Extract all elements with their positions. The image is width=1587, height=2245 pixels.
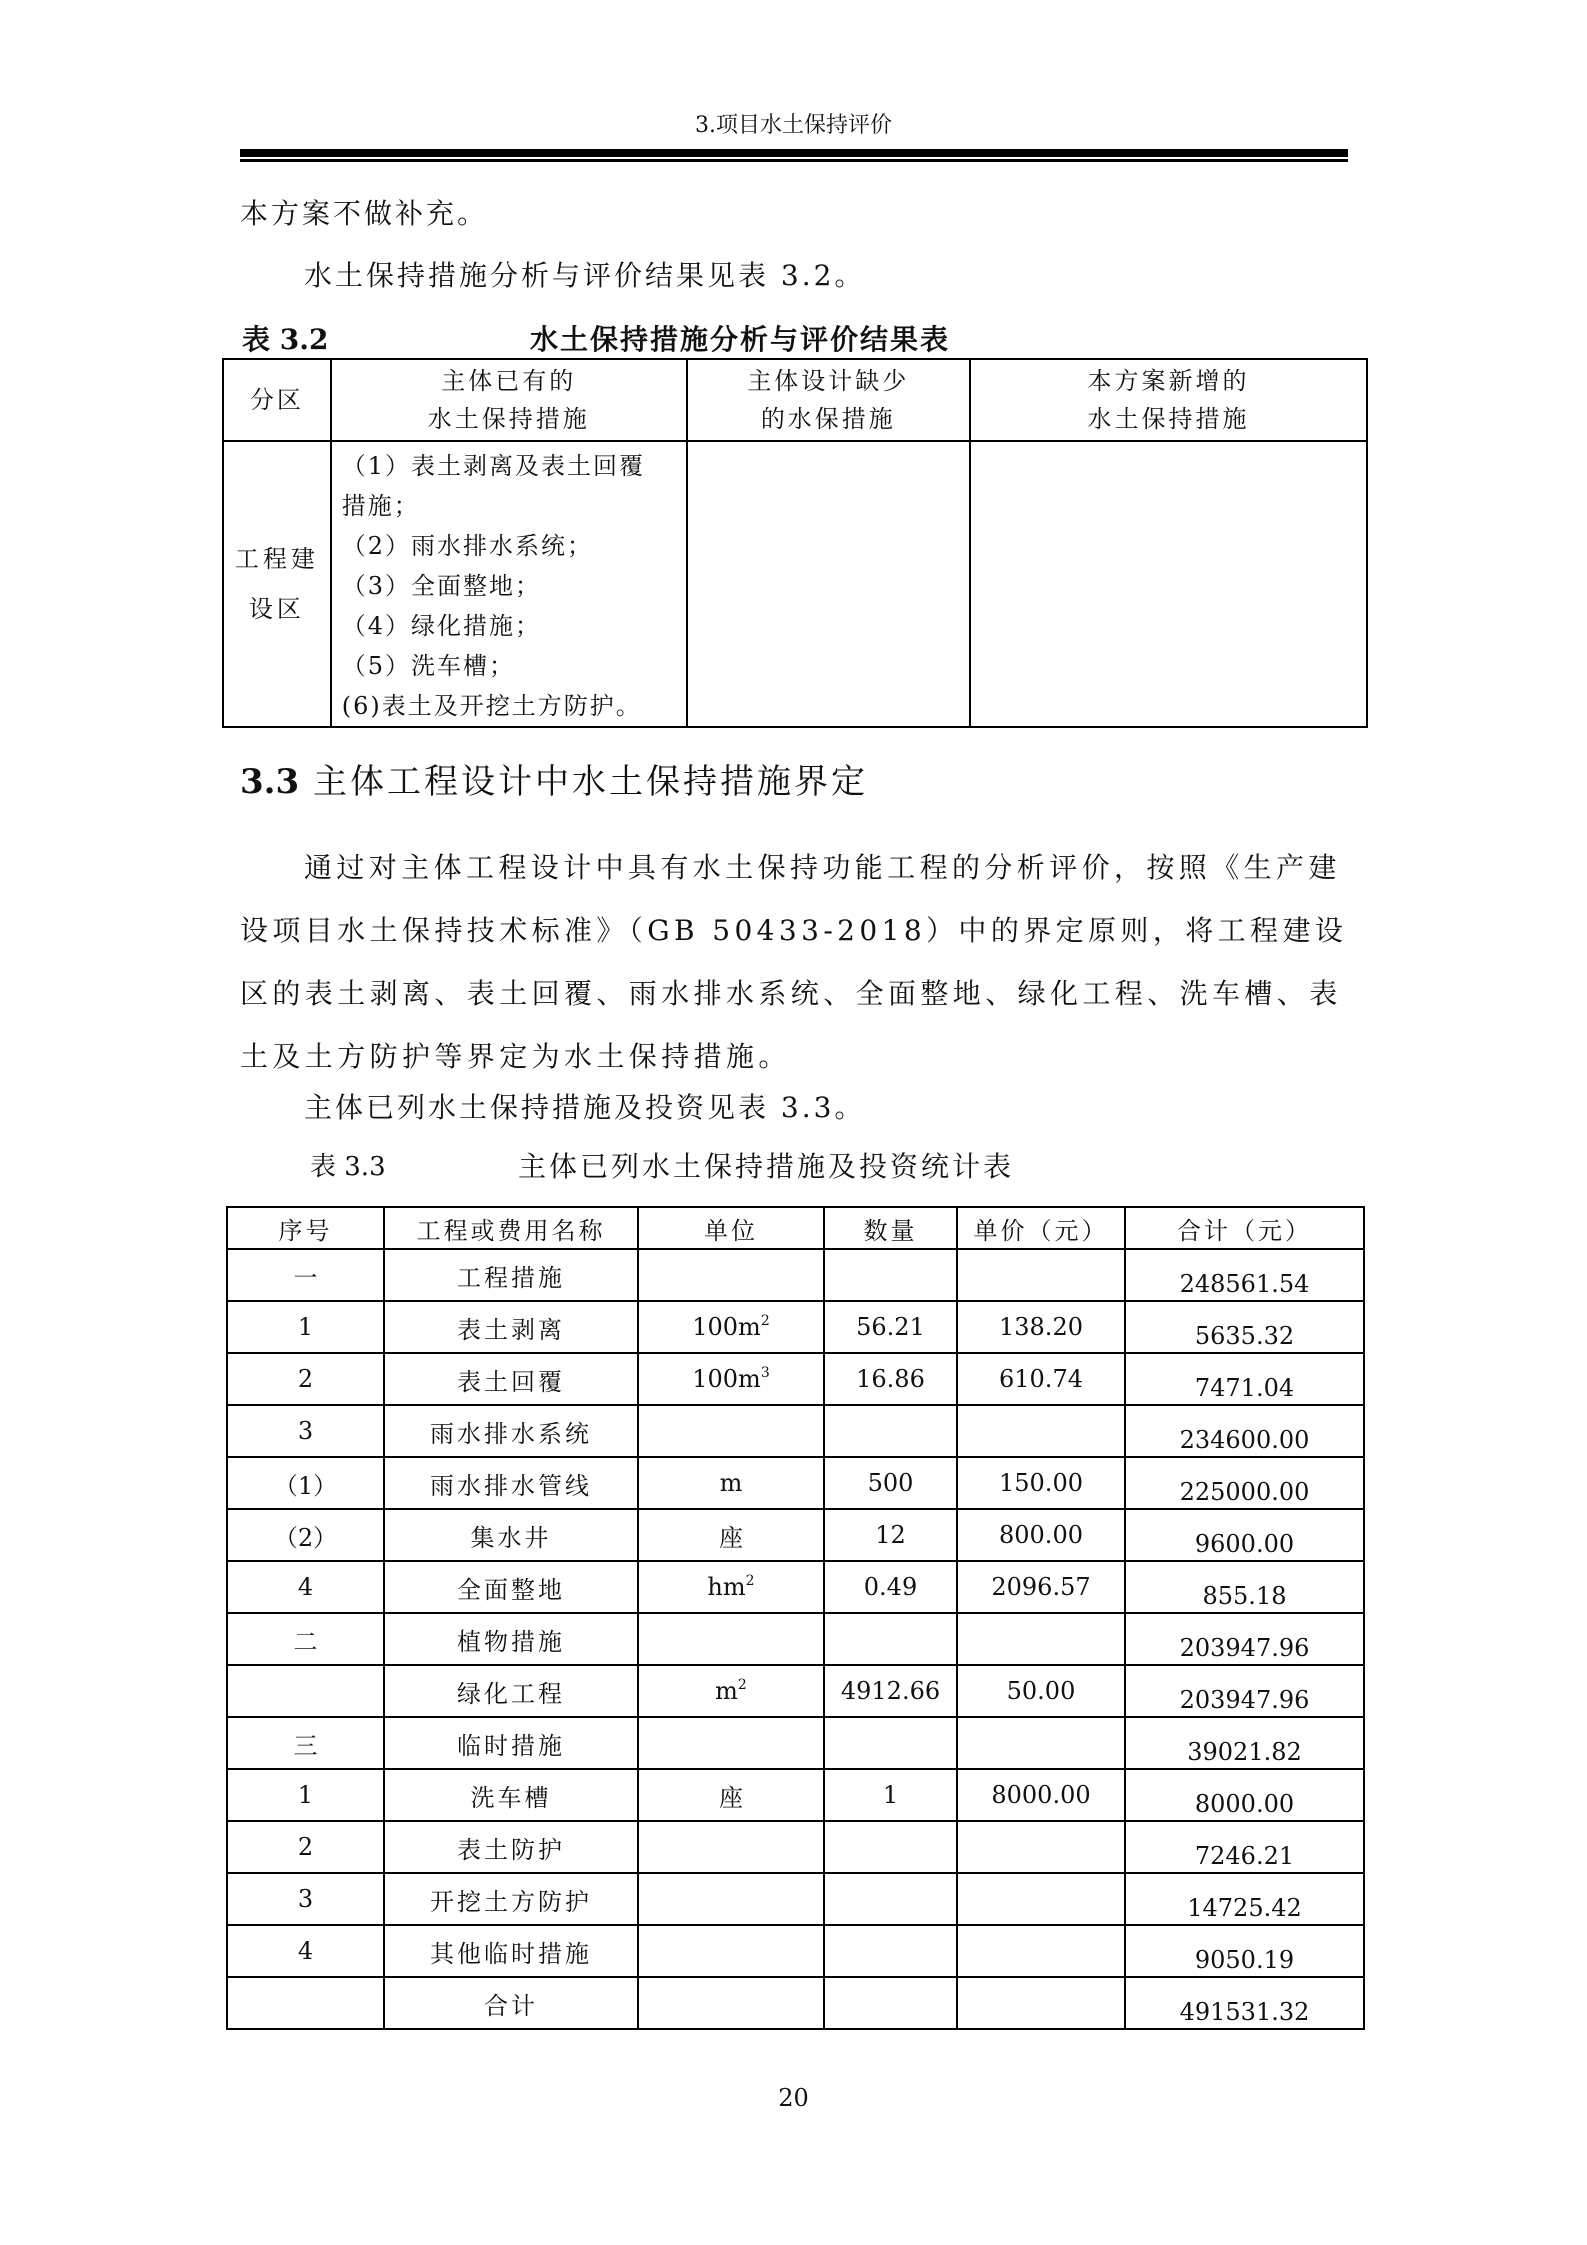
quantity-cell: 4912.66: [824, 1665, 957, 1717]
table-header-row: [227, 1207, 1364, 1249]
unit-cell: [638, 1769, 824, 1821]
item-name-cell: 雨水排水管线: [384, 1457, 638, 1509]
header-line: 主体已有的: [441, 367, 577, 395]
total-cell: 14725.42: [1125, 1873, 1364, 1925]
seq-no-cell: 2: [227, 1353, 384, 1405]
zone-cell: [223, 441, 331, 727]
quantity-cell: [824, 1613, 957, 1665]
item-name-cell: 表土剥离: [384, 1301, 638, 1353]
seq-no-cell: 4: [227, 1925, 384, 1977]
unit-text: 座: [719, 1783, 743, 1812]
total-cell: 9600.00: [1125, 1509, 1364, 1561]
paragraph-no-supplement: 本方案不做补充。: [240, 197, 489, 230]
header-thick-rule: [240, 149, 1348, 157]
unit-text: m: [719, 1469, 743, 1497]
seq-no-cell: 1: [227, 1769, 384, 1821]
seq-no-cell: （1）: [227, 1457, 384, 1509]
table-row: [223, 441, 1367, 727]
unit-cell: [638, 1509, 824, 1561]
quantity-cell: 500: [824, 1457, 957, 1509]
unit-price-cell: [957, 1977, 1125, 2029]
running-header-title: 3.项目水土保持评价: [695, 113, 892, 138]
unit-price-cell: 138.20: [957, 1301, 1125, 1353]
total-cell: 491531.32: [1125, 1977, 1364, 2029]
seq-no-cell: （2）: [227, 1509, 384, 1561]
total-cell: 7471.04: [1125, 1353, 1364, 1405]
header-quantity: 数量: [824, 1207, 957, 1249]
quantity-cell: 16.86: [824, 1353, 957, 1405]
unit-exponent: 3: [760, 1365, 770, 1381]
total-cell: 855.18: [1125, 1561, 1364, 1613]
quantity-cell: [824, 1249, 957, 1301]
item-name-cell: 集水井: [384, 1509, 638, 1561]
table-row: [227, 1405, 1364, 1457]
quantity-cell: [824, 1821, 957, 1873]
total-cell: 9050.19: [1125, 1925, 1364, 1977]
measure-item: （3）全面整地；: [341, 572, 542, 600]
header-total: 合计（元）: [1125, 1207, 1364, 1249]
unit-price-cell: 8000.00: [957, 1769, 1125, 1821]
unit-exponent: 2: [745, 1573, 755, 1589]
unit-price-cell: 150.00: [957, 1457, 1125, 1509]
unit-cell: [638, 1457, 824, 1509]
lacking-measures-cell: [687, 441, 970, 727]
item-name-cell: 表土回覆: [384, 1353, 638, 1405]
header-unit-price: 单价（元）: [957, 1207, 1125, 1249]
quantity-cell: [824, 1717, 957, 1769]
paragraph-definition: 通过对主体工程设计中具有水土保持功能工程的分析评价，按照《生产建设项目水土保持技术标准》（GB 50433-2018）中的界定原则，将工程建设区的表土剥离、表土回覆、雨水排水系统、全面整地、绿化工程、洗车槽、表土及土方防护等界定为水土保持措施。: [240, 851, 1348, 1073]
unit-price-cell: [957, 1925, 1125, 1977]
table-header-row: [223, 359, 1367, 441]
unit-cell: [638, 1301, 824, 1353]
unit-text: 座: [719, 1523, 743, 1552]
seq-no-cell: 一: [227, 1249, 384, 1301]
header-zone: 分区: [223, 359, 331, 441]
header-line: 水土保持措施: [427, 405, 590, 433]
table-row: [227, 1717, 1364, 1769]
unit-price-cell: [957, 1873, 1125, 1925]
measure-item: （2）雨水排水系统；: [341, 532, 594, 560]
quantity-cell: 1: [824, 1769, 957, 1821]
zone-line: 工程建: [234, 545, 319, 573]
total-cell: 203947.96: [1125, 1613, 1364, 1665]
section-number: 3.3: [240, 762, 300, 802]
quantity-cell: [824, 1977, 957, 2029]
measure-item: （1）表土剥离及表土回覆: [341, 452, 646, 480]
total-cell: 234600.00: [1125, 1405, 1364, 1457]
total-cell: 203947.96: [1125, 1665, 1364, 1717]
unit-price-cell: 50.00: [957, 1665, 1125, 1717]
seq-no-cell: [227, 1977, 384, 2029]
unit-cell: [638, 1613, 824, 1665]
table-row: [227, 1925, 1364, 1977]
header-unit: 单位: [638, 1207, 824, 1249]
seq-no-cell: 3: [227, 1873, 384, 1925]
unit-text: m: [715, 1677, 738, 1705]
table-row: [227, 1821, 1364, 1873]
paragraph-see-table-3-3: 主体已列水土保持措施及投资见表 3.3。: [304, 1091, 866, 1124]
header-line: 的水保措施: [760, 405, 896, 433]
table-row: [227, 1769, 1364, 1821]
item-name-cell: 全面整地: [384, 1561, 638, 1613]
total-cell: 8000.00: [1125, 1769, 1364, 1821]
unit-cell: [638, 1405, 824, 1457]
table-3-2-caption-title: 水土保持措施分析与评价结果表: [530, 323, 951, 356]
quantity-cell: 56.21: [824, 1301, 957, 1353]
paragraph-see-table-3-2: 水土保持措施分析与评价结果见表 3.2。: [304, 259, 866, 292]
existing-measures-cell: [331, 441, 687, 727]
header-item-name: 工程或费用名称: [384, 1207, 638, 1249]
unit-cell: [638, 1717, 824, 1769]
header-line: 本方案新增的: [1087, 367, 1250, 395]
unit-price-cell: [957, 1717, 1125, 1769]
unit-price-cell: 800.00: [957, 1509, 1125, 1561]
seq-no-cell: 二: [227, 1613, 384, 1665]
table-row: [227, 1353, 1364, 1405]
unit-text: hm: [707, 1573, 746, 1601]
table-3-3: [226, 1206, 1365, 2030]
quantity-cell: [824, 1405, 957, 1457]
header-line: 主体设计缺少: [747, 367, 910, 395]
section-heading-3-3: [240, 762, 868, 802]
header-seq-no: 序号: [227, 1207, 384, 1249]
page-number: 20: [778, 2084, 809, 2112]
item-name-cell: 植物措施: [384, 1613, 638, 1665]
table-row: [227, 1665, 1364, 1717]
unit-price-cell: [957, 1405, 1125, 1457]
unit-price-cell: [957, 1613, 1125, 1665]
section-title: 主体工程设计中水土保持措施界定: [312, 762, 868, 802]
unit-cell: [638, 1665, 824, 1717]
total-cell: 225000.00: [1125, 1457, 1364, 1509]
quantity-cell: 12: [824, 1509, 957, 1561]
item-name-cell: 工程措施: [384, 1249, 638, 1301]
item-name-cell: 雨水排水系统: [384, 1405, 638, 1457]
added-measures-cell: [970, 441, 1367, 727]
unit-text: 100m: [692, 1365, 761, 1393]
header-existing-measures: [331, 359, 687, 441]
header-lacking-measures: [687, 359, 970, 441]
zone-line: 设区: [248, 595, 305, 623]
measure-item: （4）绿化措施；: [341, 612, 542, 640]
total-cell: 248561.54: [1125, 1249, 1364, 1301]
seq-no-cell: 2: [227, 1821, 384, 1873]
quantity-cell: [824, 1873, 957, 1925]
seq-no-cell: 3: [227, 1405, 384, 1457]
seq-no-cell: 三: [227, 1717, 384, 1769]
item-name-cell: 洗车槽: [384, 1769, 638, 1821]
measure-item: （5）洗车槽；: [341, 652, 516, 680]
unit-cell: [638, 1925, 824, 1977]
unit-cell: [638, 1977, 824, 2029]
seq-no-cell: 4: [227, 1561, 384, 1613]
seq-no-cell: 1: [227, 1301, 384, 1353]
seq-no-cell: [227, 1665, 384, 1717]
unit-cell: [638, 1561, 824, 1613]
total-cell: 7246.21: [1125, 1821, 1364, 1873]
table-row: [227, 1613, 1364, 1665]
table-3-3-caption-title: 主体已列水土保持措施及投资统计表: [518, 1150, 1015, 1183]
header-line: 水土保持措施: [1087, 405, 1250, 433]
table-3-2: [222, 358, 1368, 728]
item-name-cell: 合计: [384, 1977, 638, 2029]
quantity-cell: 0.49: [824, 1561, 957, 1613]
table-3-2-caption-number: 表 3.2: [242, 323, 329, 356]
item-name-cell: 临时措施: [384, 1717, 638, 1769]
total-cell: 5635.32: [1125, 1301, 1364, 1353]
unit-price-cell: [957, 1821, 1125, 1873]
header-thin-rule: [240, 159, 1348, 162]
unit-price-cell: [957, 1249, 1125, 1301]
unit-price-cell: 610.74: [957, 1353, 1125, 1405]
measure-item: 措施；: [341, 492, 420, 520]
measure-item: (6)表土及开挖土方防护。: [341, 692, 642, 720]
table-3-3-caption-number: 表 3.3: [310, 1152, 386, 1182]
unit-text: 100m: [692, 1313, 761, 1341]
item-name-cell: 绿化工程: [384, 1665, 638, 1717]
unit-cell: [638, 1873, 824, 1925]
unit-exponent: 2: [760, 1313, 770, 1329]
item-name-cell: 表土防护: [384, 1821, 638, 1873]
unit-cell: [638, 1821, 824, 1873]
unit-cell: [638, 1353, 824, 1405]
table-row: [227, 1977, 1364, 2029]
item-name-cell: 其他临时措施: [384, 1925, 638, 1977]
quantity-cell: [824, 1925, 957, 1977]
header-added-measures: [970, 359, 1367, 441]
unit-cell: [638, 1249, 824, 1301]
total-cell: 39021.82: [1125, 1717, 1364, 1769]
table-row: [227, 1301, 1364, 1353]
table-row: [227, 1873, 1364, 1925]
table-row: [227, 1561, 1364, 1613]
unit-exponent: 2: [737, 1677, 747, 1693]
table-row: [227, 1457, 1364, 1509]
unit-price-cell: 2096.57: [957, 1561, 1125, 1613]
table-row: [227, 1509, 1364, 1561]
item-name-cell: 开挖土方防护: [384, 1873, 638, 1925]
table-row: [227, 1249, 1364, 1301]
